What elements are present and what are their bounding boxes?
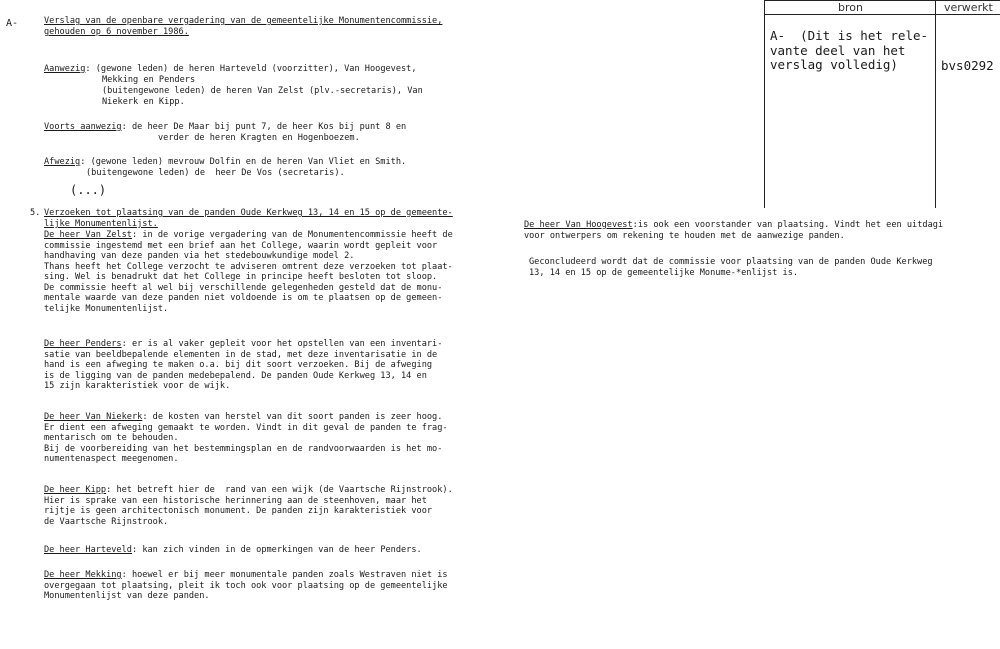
verwerkt-cell: bvs0292 [941, 58, 994, 73]
paragraph-line: : er is al vaker gepleit voor het opstellen van een inventari- [121, 339, 443, 349]
speaker-mekking: De heer Mekking [44, 570, 122, 580]
paragraph-van-hoogevest [524, 220, 1000, 241]
speaker-van-niekerk: De heer Van Niekerk [44, 412, 143, 422]
paragraph-line: voor ontwerpers om rekening te houden met de aanwezige panden. [524, 230, 845, 241]
bron-line: vante deel van het [770, 42, 906, 58]
paragraph-line: Bij de voorbereiding van het bestemmingsplan en de randvoorwaarden is het mo- [44, 443, 443, 454]
item-number: 5. [30, 208, 41, 218]
paragraph-line: De commissie heeft al wel bij verschillende gelegenheden gesteld dat de monu- [44, 282, 443, 293]
aanwezig-line-3: (buitengewone leden) de heren Van Zelst (plv.-secretaris), Van [102, 86, 423, 96]
table-column-divider [935, 0, 936, 208]
document-title-line-2: gehouden op 6 november 1986. [44, 27, 189, 37]
speaker-van-zelst: De heer Van Zelst [44, 230, 132, 240]
paragraph-mekking [44, 570, 448, 602]
paragraph-line: : de kosten van herstel van dit soort panden is zeer hoog. [142, 412, 443, 422]
aanwezig-line-4: Niekerk en Kipp. [102, 97, 185, 107]
paragraph-line: handhaving van deze panden via het stedebouwkundige model 2. [44, 251, 355, 261]
ellipsis: (...) [70, 183, 107, 197]
conclusion-line: Geconcludeerd wordt dat de commissie voor plaatsing van de panden Oude Kerkweg [529, 257, 933, 267]
afwezig-text: : (gewone leden) mevrouw Dolfin en de heren Van Vliet en Smith. [80, 157, 407, 167]
paragraph-harteveld [44, 545, 422, 556]
speaker-van-hoogevest: De heer Van Hoogevest [524, 220, 633, 230]
paragraph-line: hand is een afweging te maken o.a. bij dit soort verzoeken. Bij de afweging [44, 360, 433, 370]
speaker-harteveld: De heer Harteveld [44, 545, 132, 555]
paragraph-line: : in de vorige vergadering van de Monumentencommissie heeft de [131, 230, 453, 240]
afwezig-line [44, 157, 406, 168]
margin-marker-a: A- [6, 18, 19, 29]
paragraph-line: Hier is sprake van een historische herinnering aan de steenhoven, maar het [44, 495, 427, 506]
column-header-verwerkt: verwerkt [944, 1, 993, 14]
item-title-line-1: Verzoeken tot plaatsing van de panden Oude Kerkweg 13, 14 en 15 op de gemeente- [44, 208, 453, 218]
paragraph-line: commissie ingestemd met een brief aan het College, waarin wordt gepleit voor [44, 240, 438, 251]
paragraph-kipp [44, 485, 453, 527]
aanwezig-line-2: Mekking en Penders [102, 75, 196, 85]
aanwezig-line [44, 64, 417, 75]
document-title-line-1: Verslag van de openbare vergadering van de gemeentelijke Monumentencommissie, [44, 16, 443, 26]
paragraph-line: de Vaartsche Rijnstrook. [44, 516, 169, 527]
voorts-aanwezig-line-2: verder de heren Kragten en Hogenboezem. [158, 133, 360, 143]
paragraph-line: mentarisch om te behouden. [44, 433, 179, 443]
voorts-aanwezig-line [44, 122, 406, 133]
bron-line: A- (Dit is het rele- [770, 28, 929, 43]
paragraph-line: telijke Monumentenlijst. [44, 303, 169, 314]
paragraph-line: 15 zijn karakteristiek voor de wijk. [44, 381, 231, 391]
paragraph-van-niekerk [44, 412, 448, 465]
afwezig-label: Afwezig [44, 157, 81, 167]
item-title-line-2: lijke Monumentenlijst. [44, 219, 158, 229]
table-left-border [764, 0, 765, 208]
aanwezig-text: : (gewone leden) de heren Harteveld (voorzitter), Van Hoogevest, [85, 64, 417, 74]
voorts-aanwezig-text: : de heer De Maar bij punt 7, de heer Kos bij punt 8 en [121, 122, 407, 132]
paragraph-line: is de ligging van de panden medebepalend. De panden Oude Kerkweg 13, 14 en [44, 370, 427, 381]
voorts-aanwezig-label: Voorts aanwezig [44, 122, 122, 132]
bron-cell [770, 29, 928, 73]
speaker-kipp: De heer Kipp [44, 485, 107, 495]
paragraph-line: sing. Wel is benadrukt dat het College in principe heeft besloten tot sloop. [44, 272, 438, 282]
paragraph-line: :is ook een voorstander van plaatsing. Vindt het een uitdagi [632, 220, 944, 230]
afwezig-line-2: (buitengewone leden) de heer De Vos (secretaris). [86, 168, 345, 178]
paragraph-line: Thans heeft het College verzocht te adviseren omtrent deze verzoeken tot plaat- [44, 261, 453, 272]
table-header-border [764, 14, 1000, 15]
paragraph-line: mentale waarde van deze panden niet voldoende is om te plaatsen op de gemeen- [44, 293, 443, 303]
column-header-bron: bron [838, 1, 863, 14]
speaker-penders: De heer Penders [44, 339, 122, 349]
paragraph-line: Monumentenlijst van deze panden. [44, 591, 210, 601]
paragraph-line: numentenaspect meegenomen. [44, 454, 179, 464]
paragraph-van-zelst [44, 230, 453, 314]
paragraph-line: Er dient een afweging gemaakt te worden. Vindt in dit geval de panden te frag- [44, 422, 448, 433]
paragraph-line: overgegaan tot plaatsing, pleit ik toch ook voor plaatsing op de gemeentelijke [44, 580, 448, 591]
conclusion-line: 13, 14 en 15 op de gemeentelijke Monume-*enlijst is. [529, 267, 799, 278]
paragraph-line: satie van beeldbepalende elementen in de stad, met deze inventarisatie in de [44, 349, 438, 360]
paragraph-line: rijtje is geen architectonisch monument. De panden zijn karakteristiek voor [44, 506, 433, 516]
paragraph-line: : kan zich vinden in de opmerkingen van de heer Penders. [131, 545, 422, 555]
bron-line: verslag volledig) [770, 57, 898, 72]
paragraph-penders [44, 339, 442, 392]
aanwezig-label: Aanwezig [44, 64, 86, 74]
paragraph-line: : het betreft hier de rand van een wijk (de Vaartsche Rijnstrook). [106, 485, 453, 495]
paragraph-line: : hoewel er bij meer monumentale panden zoals Westraven niet is [121, 570, 448, 580]
conclusion [529, 257, 1000, 278]
